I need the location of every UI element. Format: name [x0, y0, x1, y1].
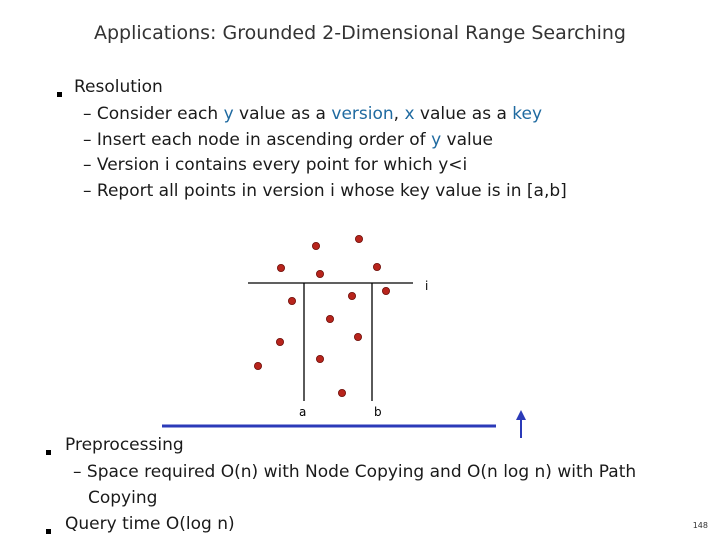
resolution-item-1: – Consider each y value as a version, x value as a key [83, 104, 543, 124]
data-point [277, 264, 284, 271]
label-i: i [425, 279, 429, 293]
figure-lines [162, 283, 526, 438]
data-point [355, 235, 362, 242]
up-arrow-head [516, 410, 526, 420]
query-time-text: Query time O(log n) [65, 514, 235, 534]
resolution-item-3: – Version i contains every point for which y<i [83, 155, 468, 175]
data-point [338, 389, 345, 396]
label-b: b [374, 405, 382, 419]
resolution-heading: Resolution [74, 77, 163, 97]
preprocessing-heading: Preprocessing [65, 435, 184, 455]
data-point [373, 263, 380, 270]
preprocessing-item-line1: – Space required O(n) with Node Copying and O(n log n) with Path [73, 462, 637, 482]
data-point [312, 242, 319, 249]
resolution-item-2: – Insert each node in ascending order of y value [83, 130, 493, 150]
data-point [348, 292, 355, 299]
page-number: 148 [692, 521, 708, 530]
data-point [354, 333, 361, 340]
data-point [288, 297, 295, 304]
resolution-item-4: – Report all points in version i whose key value is in [a,b] [83, 181, 567, 201]
data-point [382, 287, 389, 294]
preprocessing-item-line2: Copying [88, 488, 158, 508]
label-a: a [299, 405, 307, 419]
data-point [326, 315, 333, 322]
data-point [316, 270, 323, 277]
data-point [254, 362, 261, 369]
data-point [276, 338, 283, 345]
bullet-marker [46, 529, 51, 534]
slide-title: Applications: Grounded 2-Dimensional Range Searching [94, 22, 626, 44]
bullet-marker [46, 450, 51, 455]
figure-points [254, 235, 389, 396]
data-point [316, 355, 323, 362]
